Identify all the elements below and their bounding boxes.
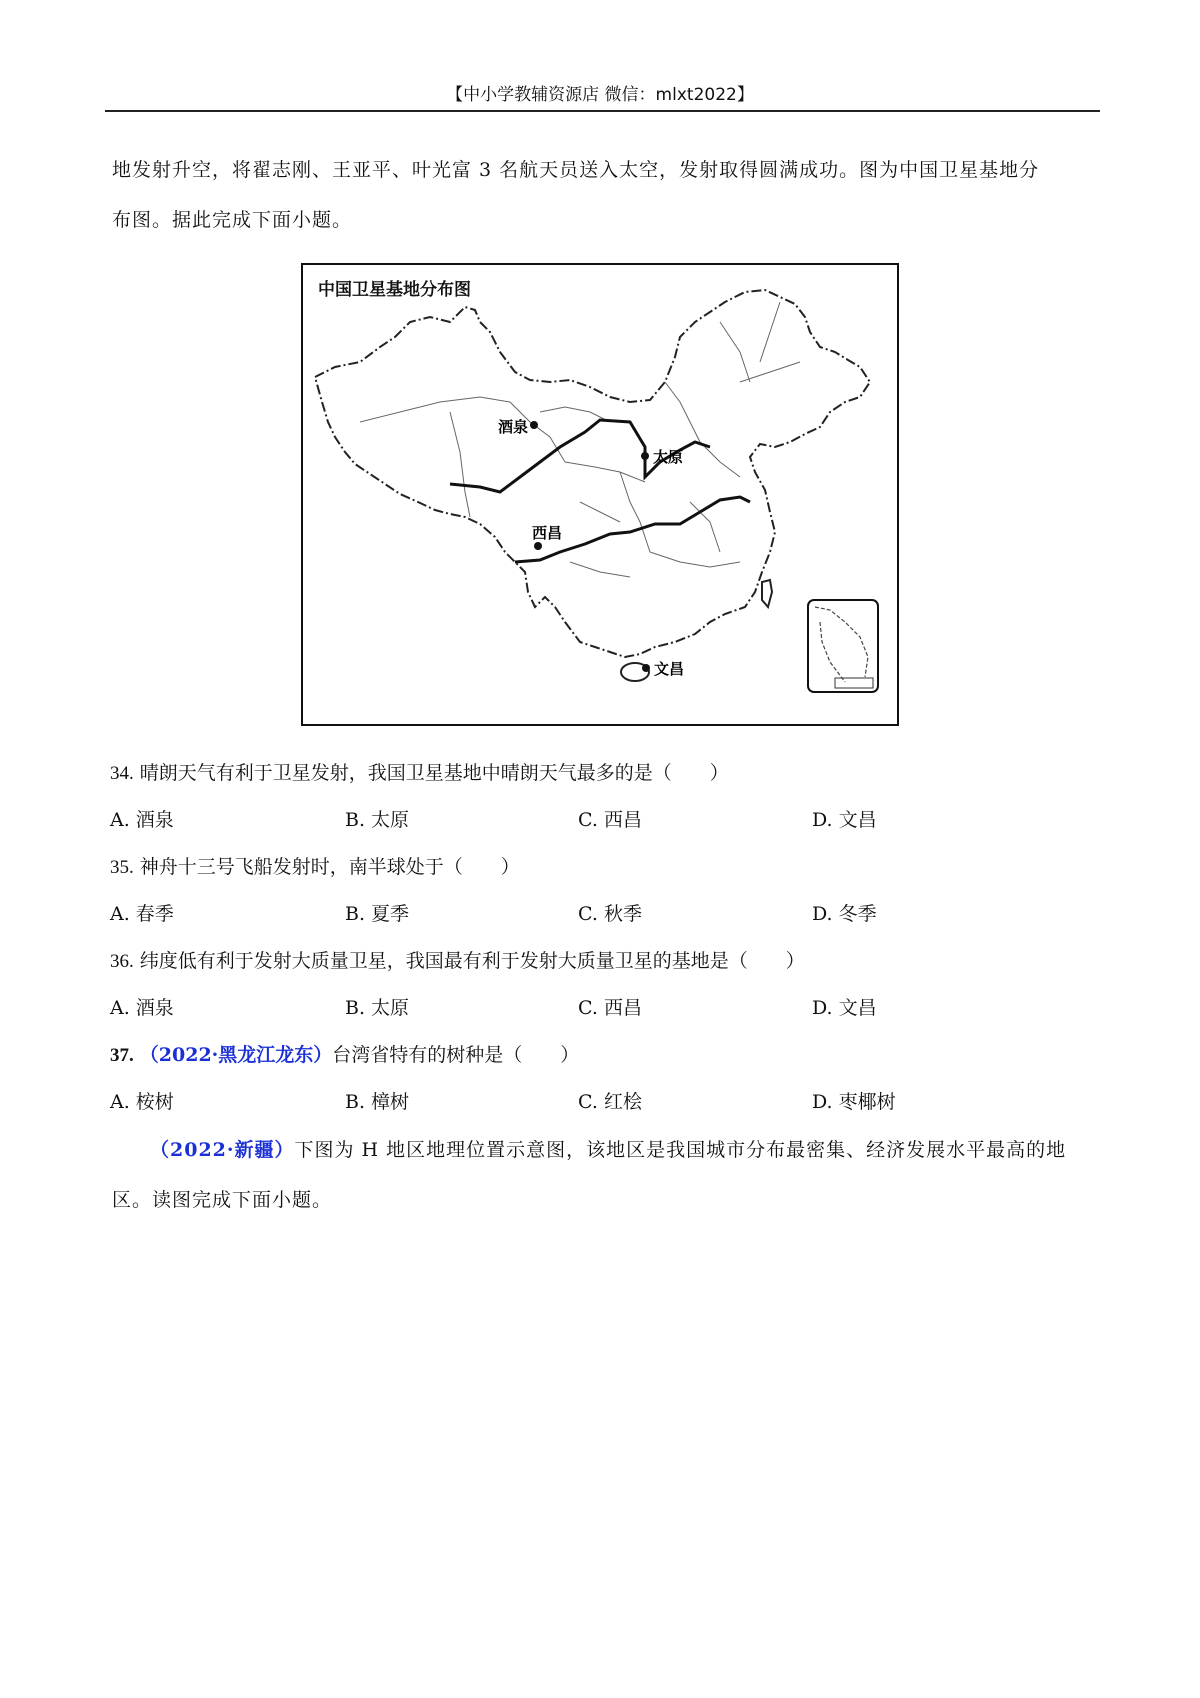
question-34 [110,758,729,785]
city-label-xichang: 西昌 [532,524,563,542]
header-divider [105,110,1100,112]
q34-option-c: C. 西昌 [578,809,642,831]
q36-option-d: D. 文昌 [812,997,877,1019]
q34-option-a: A. 酒泉 [110,809,174,831]
q34-option-b: B. 太原 [345,809,410,831]
question-text: 台湾省特有的树种是（ ） [332,1044,580,1066]
question-36 [110,946,805,973]
q37-option-b: B. 樟树 [345,1091,410,1113]
question-37 [110,1040,579,1067]
final-line-2: 区。读图完成下面小题。 [112,1189,333,1211]
page-header: 【中小学教辅资源店 微信：mlxt2022】 [446,85,754,105]
intro-line-2: 布图。据此完成下面小题。 [112,209,353,231]
city-dot-jiuquan [530,421,538,429]
q35-option-a: A. 春季 [110,903,174,925]
question-number: 35. [110,857,134,878]
city-label-taiyuan: 太原 [653,448,684,466]
city-label-jiuquan: 酒泉 [498,418,529,436]
intro-line-1: 地发射升空，将翟志刚、王亚平、叶光富 3 名航天员送入太空，发射取得圆满成功。图为中国卫星基地分 [112,159,1040,181]
q34-option-d: D. 文昌 [812,809,877,831]
final-text: 下图为 H 地区地理位置示意图，该地区是我国城市分布最密集、经济发展水平最高的地 [294,1139,1067,1161]
q36-option-b: B. 太原 [345,997,410,1019]
question-number: 37. [110,1045,134,1066]
q37-option-d: D. 枣椰树 [812,1091,896,1113]
final-source: （2022·新疆） [150,1139,295,1161]
city-label-wenchang: 文昌 [654,660,685,678]
question-text: 纬度低有利于发射大质量卫星，我国最有利于发射大质量卫星的基地是（ ） [139,950,805,972]
q36-option-a: A. 酒泉 [110,997,174,1019]
question-text: 晴朗天气有利于卫星发射，我国卫星基地中晴朗天气最多的是（ ） [139,762,729,784]
question-text: 神舟十三号飞船发射时，南半球处于（ ） [139,856,520,878]
question-number: 36. [110,951,134,972]
q35-option-b: B. 夏季 [345,903,410,925]
final-line-1 [150,1135,1100,1162]
q35-option-d: D. 冬季 [812,903,877,925]
q37-option-a: A. 桉树 [110,1091,174,1113]
city-dot-taiyuan [641,452,649,460]
city-dot-wenchang [642,664,650,672]
map-title: 中国卫星基地分布图 [318,280,471,300]
q37-option-c: C. 红桧 [578,1091,642,1113]
question-number: 34. [110,763,134,784]
question-35 [110,852,520,879]
q35-option-c: C. 秋季 [578,903,642,925]
china-satellite-base-map [300,262,900,727]
q36-option-c: C. 西昌 [578,997,642,1019]
city-dot-xichang [534,542,542,550]
question-source: （2022·黑龙江龙东） [139,1044,333,1066]
